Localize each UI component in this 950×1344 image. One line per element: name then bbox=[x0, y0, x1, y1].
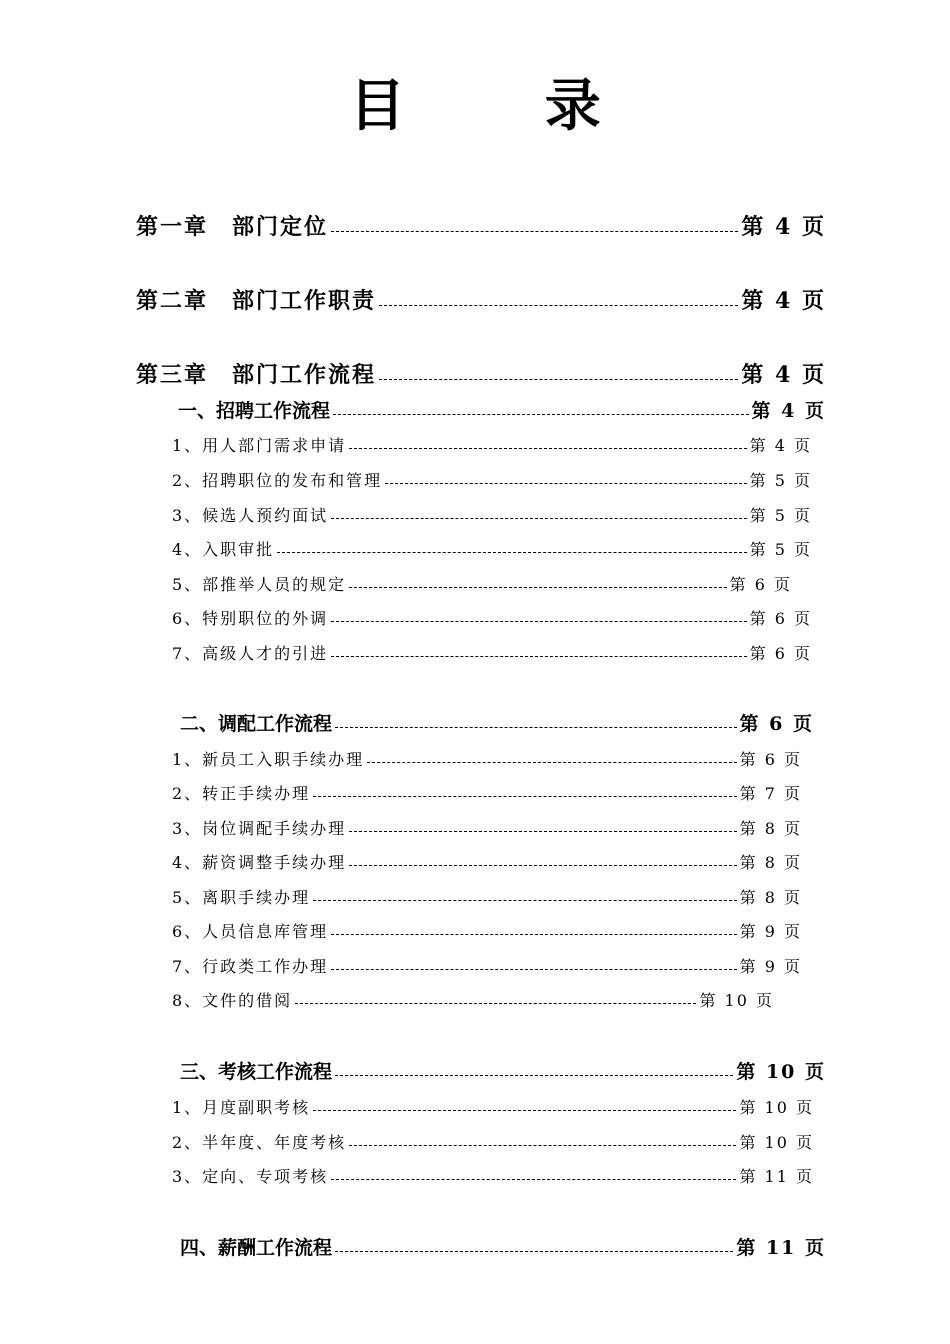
toc-leader-dots bbox=[295, 1003, 696, 1004]
toc-entry[interactable] bbox=[172, 433, 812, 456]
toc-entry-label: 3、候选人预约面试 bbox=[172, 506, 329, 525]
toc-entry-page: 第 6 页 bbox=[729, 575, 792, 594]
toc-entry[interactable] bbox=[172, 1130, 814, 1153]
toc-entry-page: 第 4 页 bbox=[741, 214, 826, 240]
toc-entry-page: 第 4 页 bbox=[751, 400, 826, 422]
toc-leader-dots bbox=[335, 1251, 733, 1252]
toc-leader-dots bbox=[349, 831, 736, 832]
toc-entry-page: 第 10 页 bbox=[736, 1061, 826, 1083]
toc-entry[interactable] bbox=[172, 537, 812, 560]
toc-entry-label: 4、入职审批 bbox=[172, 540, 275, 559]
toc-entry[interactable] bbox=[172, 1164, 814, 1187]
toc-entry-page: 第 8 页 bbox=[739, 853, 802, 872]
toc-leader-dots bbox=[331, 656, 746, 657]
toc-entry[interactable] bbox=[180, 1057, 826, 1084]
toc-entry-page: 第 6 页 bbox=[739, 713, 814, 735]
toc-entry-label: 1、用人部门需求申请 bbox=[172, 436, 347, 455]
toc-entry[interactable] bbox=[180, 1233, 826, 1260]
toc-entry-page: 第 7 页 bbox=[739, 784, 802, 803]
toc-leader-dots bbox=[331, 621, 746, 622]
toc-entry[interactable] bbox=[172, 503, 812, 526]
toc-leader-dots bbox=[349, 865, 736, 866]
toc-leader-dots bbox=[331, 969, 736, 970]
toc-entry-label: 5、离职手续办理 bbox=[172, 888, 311, 907]
toc-entry[interactable] bbox=[172, 850, 802, 873]
toc-entry-page: 第 8 页 bbox=[739, 819, 802, 838]
toc-entry-page: 第 5 页 bbox=[749, 540, 812, 559]
toc-leader-dots bbox=[331, 231, 738, 232]
toc-entry[interactable] bbox=[136, 210, 826, 241]
toc-entry-label: 5、部推举人员的规定 bbox=[172, 575, 347, 594]
toc-entry-page: 第 4 页 bbox=[741, 362, 826, 388]
toc-leader-dots bbox=[313, 1110, 736, 1111]
toc-leader-dots bbox=[349, 587, 726, 588]
toc-entry-page: 第 6 页 bbox=[749, 609, 812, 628]
toc-entry[interactable] bbox=[172, 885, 802, 908]
toc-entry-page: 第 10 页 bbox=[739, 1098, 814, 1117]
toc-leader-dots bbox=[313, 900, 736, 901]
toc-leader-dots bbox=[385, 483, 746, 484]
toc-entry[interactable] bbox=[136, 284, 826, 315]
toc-entry[interactable] bbox=[172, 572, 792, 595]
toc-entry[interactable] bbox=[172, 781, 802, 804]
toc-entry-label: 一、招聘工作流程 bbox=[178, 400, 331, 422]
toc-entry[interactable] bbox=[172, 606, 812, 629]
toc-entry-label: 第二章 部门工作职责 bbox=[136, 288, 377, 314]
toc-entry-page: 第 11 页 bbox=[736, 1237, 826, 1259]
toc-leader-dots bbox=[313, 796, 736, 797]
toc-leader-dots bbox=[331, 518, 746, 519]
toc-entry-page: 第 4 页 bbox=[749, 436, 812, 455]
toc-entry[interactable] bbox=[178, 396, 826, 423]
toc-entry-label: 6、特别职位的外调 bbox=[172, 609, 329, 628]
toc-entry-label: 6、人员信息库管理 bbox=[172, 922, 329, 941]
toc-entry-page: 第 8 页 bbox=[739, 888, 802, 907]
toc-entry[interactable] bbox=[172, 468, 812, 491]
toc-entry[interactable] bbox=[172, 919, 802, 942]
toc-entry-label: 7、行政类工作办理 bbox=[172, 957, 329, 976]
toc-leader-dots bbox=[331, 934, 736, 935]
toc-entry-label: 7、高级人才的引进 bbox=[172, 644, 329, 663]
toc-entry-page: 第 5 页 bbox=[749, 471, 812, 490]
toc-entry-page: 第 11 页 bbox=[739, 1167, 814, 1186]
toc-entry-page: 第 6 页 bbox=[739, 750, 802, 769]
toc-entry-label: 第三章 部门工作流程 bbox=[136, 362, 377, 388]
page-title: 目 录 bbox=[349, 73, 661, 139]
toc-entry-page: 第 9 页 bbox=[739, 957, 802, 976]
toc-entry[interactable] bbox=[172, 988, 774, 1011]
toc-entry[interactable] bbox=[172, 747, 802, 770]
toc-entry-label: 4、薪资调整手续办理 bbox=[172, 853, 347, 872]
toc-entry[interactable] bbox=[172, 641, 812, 664]
toc-leader-dots bbox=[331, 1179, 736, 1180]
toc-entry-label: 8、文件的借阅 bbox=[172, 991, 293, 1010]
toc-leader-dots bbox=[349, 1145, 736, 1146]
toc-entry[interactable] bbox=[172, 816, 802, 839]
toc-entry-label: 四、薪酬工作流程 bbox=[180, 1237, 333, 1259]
toc-entry[interactable] bbox=[172, 954, 802, 977]
toc-entry-label: 3、岗位调配手续办理 bbox=[172, 819, 347, 838]
toc-leader-dots bbox=[379, 379, 738, 380]
toc-entry-page: 第 10 页 bbox=[739, 1133, 814, 1152]
toc-entry-label: 三、考核工作流程 bbox=[180, 1061, 333, 1083]
toc-entry-label: 1、新员工入职手续办理 bbox=[172, 750, 365, 769]
toc-entry-label: 二、调配工作流程 bbox=[180, 713, 333, 735]
toc-entry-label: 2、招聘职位的发布和管理 bbox=[172, 471, 383, 490]
toc-entry-label: 2、半年度、年度考核 bbox=[172, 1133, 347, 1152]
toc-entry[interactable] bbox=[180, 709, 814, 736]
toc-leader-dots bbox=[277, 552, 746, 553]
toc-leader-dots bbox=[367, 762, 736, 763]
toc-entry-page: 第 6 页 bbox=[749, 644, 812, 663]
toc-entry-page: 第 4 页 bbox=[741, 288, 826, 314]
toc-entry[interactable] bbox=[172, 1095, 814, 1118]
toc-entry[interactable] bbox=[136, 358, 826, 389]
toc-entry-page: 第 10 页 bbox=[699, 991, 774, 1010]
toc-leader-dots bbox=[335, 727, 737, 728]
toc-leader-dots bbox=[349, 448, 746, 449]
toc-leader-dots bbox=[333, 414, 749, 415]
toc-entry-label: 第一章 部门定位 bbox=[136, 214, 329, 240]
toc-entry-label: 3、定向、专项考核 bbox=[172, 1167, 329, 1186]
toc-leader-dots bbox=[335, 1075, 733, 1076]
toc-entry-label: 2、转正手续办理 bbox=[172, 784, 311, 803]
toc-leader-dots bbox=[379, 305, 738, 306]
toc-entry-page: 第 5 页 bbox=[749, 506, 812, 525]
toc-entry-page: 第 9 页 bbox=[739, 922, 802, 941]
toc-entry-label: 1、月度副职考核 bbox=[172, 1098, 311, 1117]
